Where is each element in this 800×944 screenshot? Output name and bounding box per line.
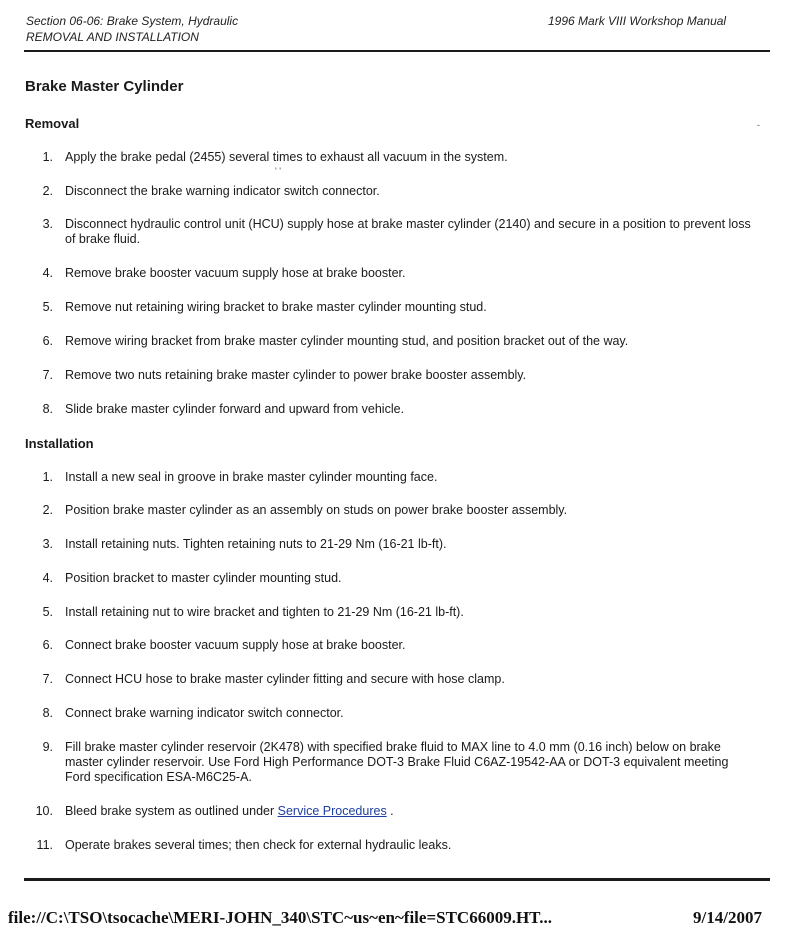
- section-label: Section 06-06: Brake System, Hydraulic: [26, 14, 239, 28]
- step-text: Remove wiring bracket from brake master cylinder mounting stud, and position bracket out of the way.: [65, 334, 629, 348]
- step-text: Remove nut retaining wiring bracket to brake master cylinder mounting stud.: [65, 300, 487, 314]
- scan-speck: ' ': [275, 166, 281, 176]
- page-footer: [8, 908, 762, 928]
- step-number: 8.: [42, 402, 53, 416]
- step-number: 5.: [42, 605, 53, 619]
- step-text: Position brake master cylinder as an assembly on studs on power brake booster assembly.: [65, 503, 568, 517]
- step-text: Disconnect the brake warning indicator switch connector.: [65, 184, 380, 198]
- step-number: 7.: [42, 672, 53, 686]
- scan-speck: -: [757, 120, 760, 130]
- footer-divider: [24, 878, 770, 881]
- step-number: 7.: [42, 368, 53, 382]
- removal-heading: Removal: [25, 116, 80, 131]
- header-divider: [24, 50, 770, 52]
- step-number: 8.: [42, 706, 53, 720]
- step-number: 3.: [42, 537, 53, 551]
- step-text: [65, 804, 765, 819]
- page-title: Brake Master Cylinder: [25, 78, 184, 95]
- step-number: 4.: [42, 266, 53, 280]
- step-text: Connect HCU hose to brake master cylinder fitting and secure with hose clamp.: [65, 672, 505, 686]
- step-number: 2.: [42, 503, 53, 517]
- step-number: 10.: [35, 804, 53, 818]
- page-header-left: [26, 13, 238, 45]
- section-subtitle: REMOVAL AND INSTALLATION: [26, 30, 199, 44]
- step-text: Remove two nuts retaining brake master cylinder to power brake booster assembly.: [65, 368, 527, 382]
- step-text: Slide brake master cylinder forward and upward from vehicle.: [65, 402, 405, 416]
- step-number: 9.: [42, 740, 53, 754]
- step-text: Connect brake booster vacuum supply hose at brake booster.: [65, 638, 406, 652]
- step-number: 6.: [42, 638, 53, 652]
- file-path: file://C:\TSO\tsocache\MERI-JOHN_340\STC~us~en~file=STC66009.HT...: [8, 908, 553, 927]
- step-text: Install retaining nut to wire bracket and tighten to 21-29 Nm (16-21 lb-ft).: [65, 605, 464, 619]
- service-procedures-link[interactable]: Service Procedures: [277, 804, 387, 818]
- step-text: Install a new seal in groove in brake master cylinder mounting face.: [65, 470, 438, 484]
- step-number: 5.: [42, 300, 53, 314]
- step-text: Disconnect hydraulic control unit (HCU) supply hose at brake master cylinder (2140) and secure in a position to prevent loss of brake fluid.: [65, 217, 751, 246]
- step-number: 1.: [42, 470, 53, 484]
- step-number: 2.: [42, 184, 53, 198]
- step-text-before: Bleed brake system as outlined under: [65, 804, 278, 818]
- step-text: Apply the brake pedal (2455) several times to exhaust all vacuum in the system.: [65, 150, 508, 164]
- step-number: 1.: [42, 150, 53, 164]
- step-number: 3.: [42, 217, 53, 231]
- step-number: 11.: [36, 838, 53, 852]
- step-text: Position bracket to master cylinder mounting stud.: [65, 571, 342, 585]
- step-number: 6.: [42, 334, 53, 348]
- step-text: Operate brakes several times; then check for external hydraulic leaks.: [65, 838, 452, 852]
- step-text: Fill brake master cylinder reservoir (2K478) with specified brake fluid to MAX line to 4.0 mm (0.16 inch) below on brake master cylinder reservoir. Use Ford High Performance DOT-3 Brake Fluid C6AZ-19542-AA or DOT-3 equivalent meeting Ford specification ESA-M6C25-A.: [65, 740, 729, 784]
- step-text-after: .: [386, 804, 394, 818]
- step-number: 4.: [42, 571, 53, 585]
- print-date: 9/14/2007: [693, 908, 762, 927]
- installation-heading: Installation: [25, 436, 94, 451]
- step-text: Connect brake warning indicator switch connector.: [65, 706, 344, 720]
- step-text: Install retaining nuts. Tighten retaining nuts to 21-29 Nm (16-21 lb-ft).: [65, 537, 447, 551]
- step-text: Remove brake booster vacuum supply hose at brake booster.: [65, 266, 406, 280]
- manual-title: 1996 Mark VIII Workshop Manual: [548, 14, 727, 28]
